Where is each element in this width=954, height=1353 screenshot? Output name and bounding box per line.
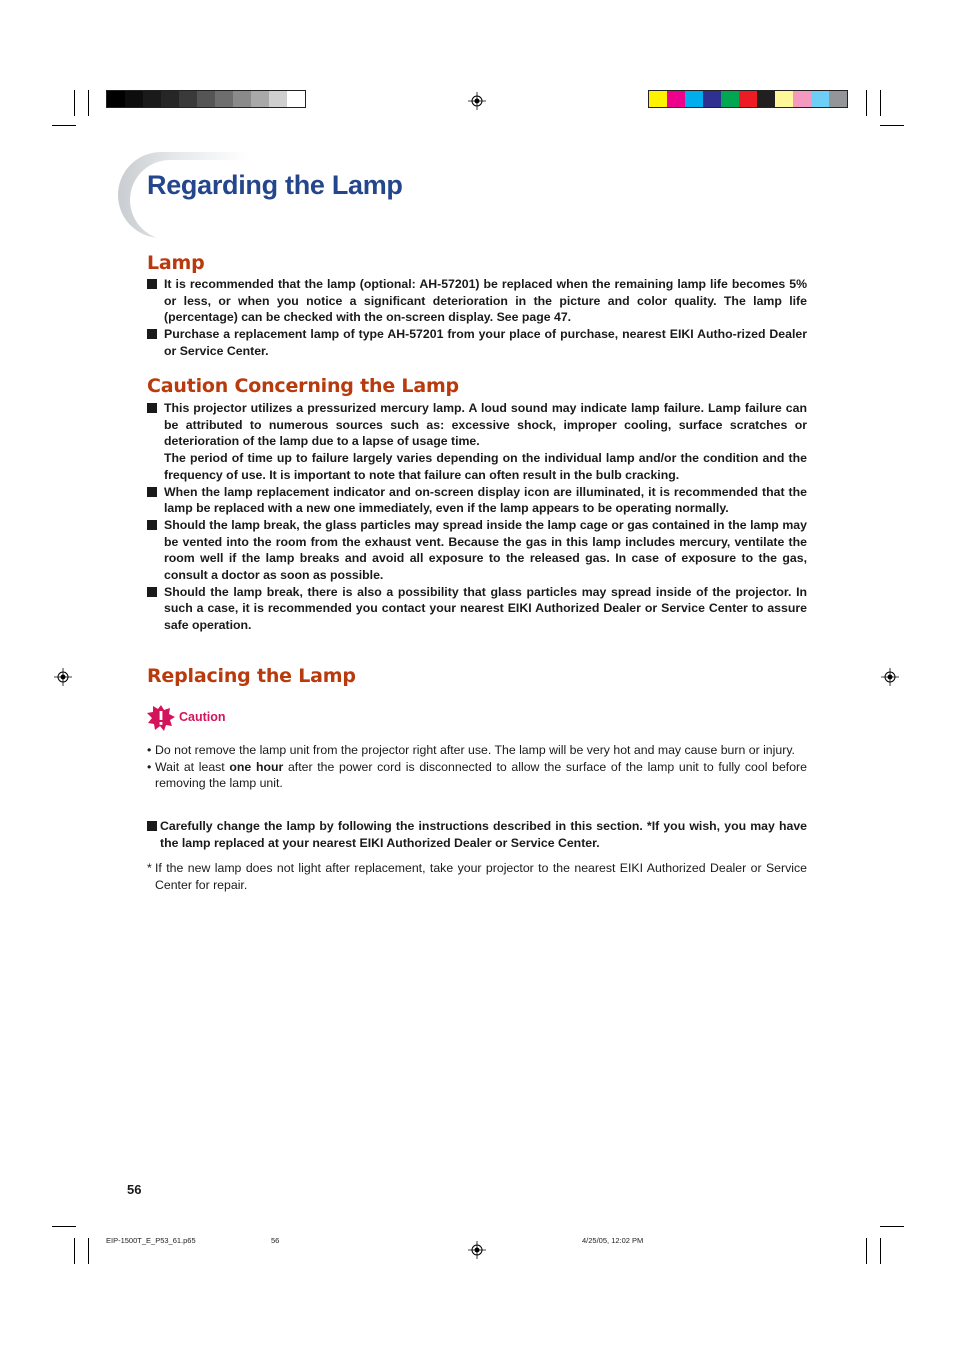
footer-page: 56 (271, 1236, 280, 1245)
list-item: Should the lamp break, the glass particles may spread inside the lamp cage or gas contained in the lamp may be vented into the room from the exhaust vent. Because the gas in this lamp includes mercury, ventilate the room well if the lamp breaks and avoid all exposure to the released gas. In case of exposure to the gas, consult a doctor as soon as possible. (147, 517, 807, 584)
crop-mark (74, 90, 75, 116)
caution-label: Caution (179, 710, 226, 724)
color-swatch (721, 91, 739, 107)
color-swatch (287, 91, 305, 107)
list-item: * If the new lamp does not light after replacement, take your projector to the nearest EIKI Authorized Dealer or Service Center for repair. (147, 861, 807, 892)
crop-mark (52, 125, 76, 126)
square-bullet-icon (147, 279, 157, 289)
crop-mark (52, 1226, 76, 1227)
color-swatch (703, 91, 721, 107)
list-item: This projector utilizes a pressurized mercury lamp. A loud sound may indicate lamp failure. Lamp failure can be attributed to numerous sources such as: excessive shock, improper cooling, surface scratches or deterioration of the lamp due to a lapse of usage time. The period of time up to failure largely varies depending on the individual lamp and/or the condition and the frequency of use. It is important to note that failure can often result in the bulb cracking. (147, 400, 807, 484)
section-heading-replacing: Replacing the Lamp (147, 665, 356, 687)
color-swatch (125, 91, 143, 107)
list-item: • Wait at least one hour after the power cord is disconnected to allow the surface of the lamp unit to fully cool before removing the lamp unit. (147, 759, 807, 791)
dot-bullet-icon: • (147, 743, 152, 757)
color-swatch (269, 91, 287, 107)
list-item: Should the lamp break, there is also a possibility that glass particles may spread inside of the projector. In such a case, it is recommended you contact your nearest EIKI Authorized Dealer or Service Center to assure safe operation. (147, 584, 807, 634)
color-swatch (107, 91, 125, 107)
caution-list (147, 400, 807, 634)
footnote-mark: * (147, 861, 152, 875)
crop-mark (880, 1238, 881, 1264)
list-item: Purchase a replacement lamp of type AH-57201 from your place of purchase, nearest EIKI Autho-rized Dealer or Service Center. (147, 326, 807, 359)
crop-mark (88, 90, 89, 116)
color-swatch (775, 91, 793, 107)
registration-mark-icon (468, 92, 486, 110)
square-bullet-icon (147, 487, 157, 497)
section-heading-caution: Caution Concerning the Lamp (147, 375, 459, 397)
crop-mark (866, 1238, 867, 1264)
footer-timestamp: 4/25/05, 12:02 PM (582, 1236, 644, 1245)
color-swatch (793, 91, 811, 107)
page-title: Regarding the Lamp (147, 170, 403, 200)
bold-note (147, 818, 807, 851)
square-bullet-icon (147, 403, 157, 413)
crop-mark (880, 90, 881, 116)
square-bullet-icon (147, 520, 157, 530)
color-swatch (179, 91, 197, 107)
footer-filename: EIP-1500T_E_P53_61.p65 (106, 1236, 196, 1245)
color-swatch (739, 91, 757, 107)
footnote (147, 860, 807, 893)
list-item: • Do not remove the lamp unit from the projector right after use. The lamp will be very hot and may cause burn or injury. (147, 743, 795, 757)
crop-mark (880, 1226, 904, 1227)
list-item: Carefully change the lamp by following the instructions described in this section. *If you wish, you may have the lamp replaced at your nearest EIKI Authorized Dealer or Service Center. (147, 818, 807, 851)
color-swatch (667, 91, 685, 107)
color-swatch (143, 91, 161, 107)
color-swatch (685, 91, 703, 107)
color-swatch (649, 91, 667, 107)
color-swatch (251, 91, 269, 107)
color-swatch (233, 91, 251, 107)
color-swatch (161, 91, 179, 107)
crop-mark (74, 1238, 75, 1264)
registration-mark-icon (54, 668, 72, 686)
registration-mark-icon (468, 1241, 486, 1259)
square-bullet-icon (147, 587, 157, 597)
dot-bullet-icon: • (147, 759, 152, 774)
crop-mark (880, 125, 904, 126)
color-swatch-bar (648, 90, 848, 108)
grayscale-swatch-bar (106, 90, 306, 108)
caution-bullets (147, 742, 807, 792)
lamp-list (147, 276, 807, 360)
color-swatch (215, 91, 233, 107)
square-bullet-icon (147, 821, 157, 831)
list-item: When the lamp replacement indicator and on-screen display icon are illuminated, it is recommended that the lamp be replaced with a new one immediately, even if the lamp appears to be operating normally. (147, 484, 807, 517)
square-bullet-icon (147, 329, 157, 339)
registration-mark-icon (881, 668, 899, 686)
crop-mark (88, 1238, 89, 1264)
color-swatch (829, 91, 847, 107)
color-swatch (197, 91, 215, 107)
caution-icon (147, 705, 175, 731)
page-number: 56 (127, 1182, 142, 1197)
color-swatch (811, 91, 829, 107)
section-heading-lamp: Lamp (147, 252, 205, 274)
list-item: It is recommended that the lamp (optional: AH-57201) be replaced when the remaining lamp life becomes 5% or less, or when you notice a significant deterioration in the picture and color quality. The lamp life (percentage) can be checked with the on-screen display. See page 47. (147, 276, 807, 326)
color-swatch (757, 91, 775, 107)
crop-mark (866, 90, 867, 116)
